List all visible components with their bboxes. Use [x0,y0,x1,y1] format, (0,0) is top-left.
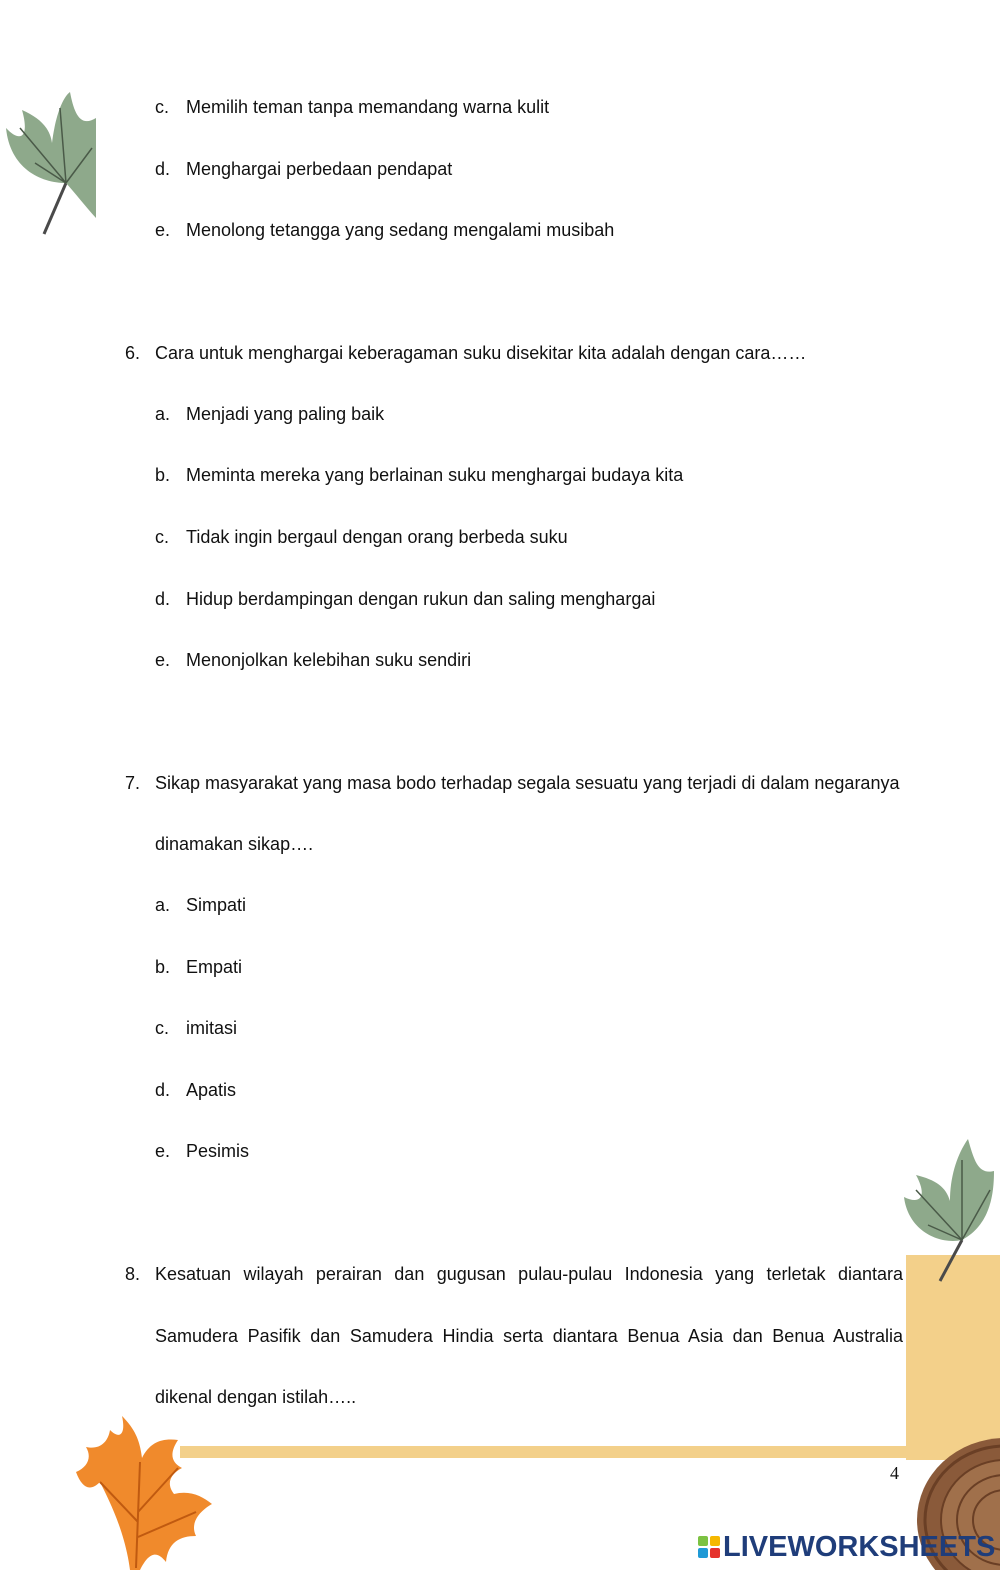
option-text: Simpati [186,895,247,915]
green-leaf-icon [0,88,100,238]
option-label: b. [155,957,171,977]
option-text: Pesimis [186,1141,250,1161]
question-text: Cara untuk menghargai keberagaman suku disekitar kita adalah dengan cara…… [155,343,807,363]
option-label: b. [155,465,171,485]
option-text: Apatis [186,1080,237,1100]
option-label: e. [155,220,171,240]
yellow-frame-bottom [180,1446,910,1458]
question-text-continued: dikenal dengan istilah….. [155,1387,357,1407]
question-text: Sikap masyarakat yang masa bodo terhadap segala sesuatu yang terjadi di dalam negaranya [155,773,900,793]
question-text-continued: dinamakan sikap…. [155,834,314,854]
page-number: 4 [890,1463,899,1483]
option-label: e. [155,1141,171,1161]
option-label: c. [155,1018,170,1038]
option-text: Tidak ingin bergaul dengan orang berbeda suku [186,527,568,547]
liveworksheets-logo-icon [698,1536,720,1558]
option-label: d. [155,159,171,179]
option-text: Empati [186,957,243,977]
question-text-continued-wrap [155,1325,903,1347]
question-text: Kesatuan wilayah perairan dan gugusan pulau-pulau Indonesia yang terletak diantara [155,1264,903,1284]
liveworksheets-watermark[interactable] [698,1530,995,1564]
option-text: Menonjolkan kelebihan suku sendiri [186,650,472,670]
option-label: e. [155,650,171,670]
option-label: c. [155,97,170,117]
option-text: Menolong tetangga yang sedang mengalami musibah [186,220,615,240]
option-label: a. [155,404,171,424]
option-label: c. [155,527,170,547]
option-text: Hidup berdampingan dengan rukun dan saling menghargai [186,589,656,609]
question-number: 7. [125,773,141,793]
option-text: Meminta mereka yang berlainan suku menghargai budaya kita [186,465,684,485]
option-label: d. [155,1080,171,1100]
question-number: 6. [125,343,141,363]
option-text: Menghargai perbedaan pendapat [186,159,453,179]
option-label: d. [155,589,171,609]
option-label: a. [155,895,171,915]
watermark-text: LIVEWORKSHEETS [723,1530,996,1563]
option-text: Menjadi yang paling baik [186,404,385,424]
question-text-continued: Samudera Pasifik dan Samudera Hindia serta diantara Benua Asia dan Benua Australia [155,1326,903,1346]
option-text: imitasi [186,1018,238,1038]
question-number: 8. [125,1264,141,1284]
green-leaf-icon [898,1135,1000,1285]
option-text: Memilih teman tanpa memandang warna kulit [186,97,550,117]
orange-leaf-icon [70,1412,220,1570]
